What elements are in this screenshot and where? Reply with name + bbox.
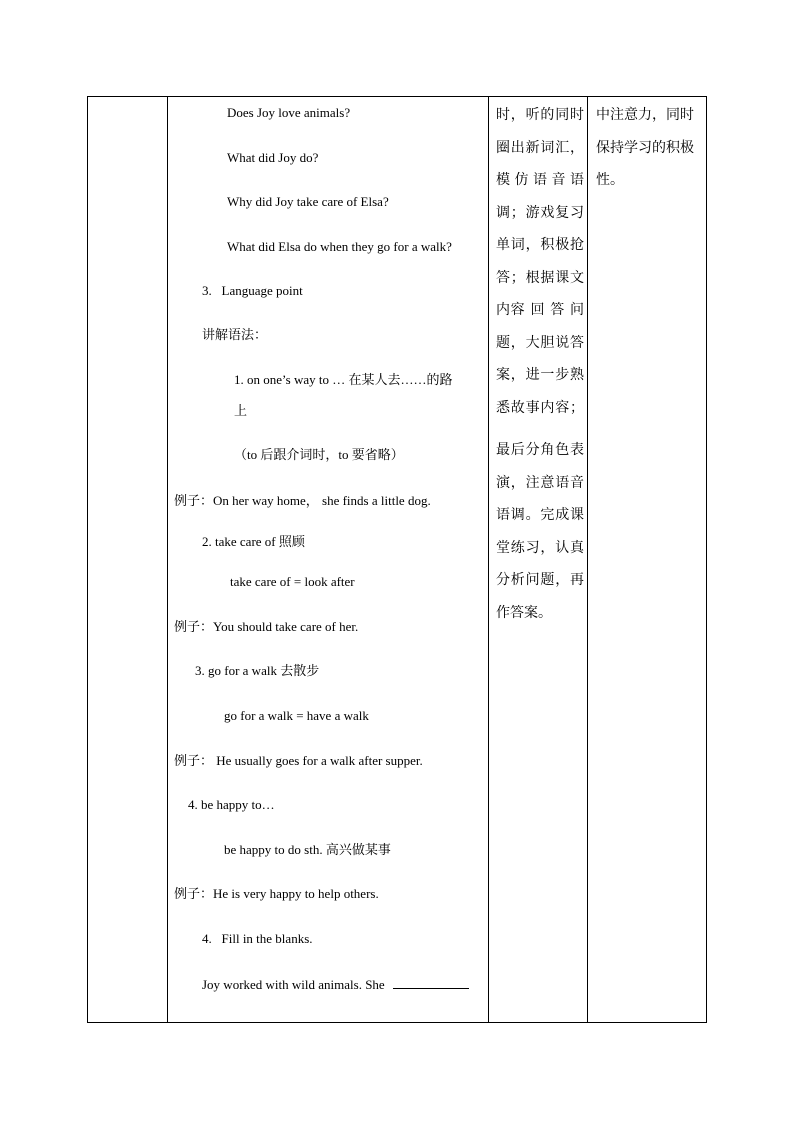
grammar-heading: 讲解语法：: [202, 328, 268, 343]
activity-line: 模 仿 语 音 语: [496, 172, 584, 188]
activity-line: 最后分角色表: [496, 442, 584, 458]
activity-line: 作答案。: [496, 604, 552, 621]
answer-blank: [393, 974, 469, 989]
language-point-4-equivalent: be happy to do sth. 高兴做某事: [224, 842, 391, 857]
question-3: Why did Joy take care of Elsa?: [227, 194, 389, 209]
language-point-2: 2. take care of 照顾: [202, 534, 305, 549]
language-point-4: 4. be happy to…: [188, 797, 275, 812]
column-divider: [587, 97, 588, 1022]
example-3: 例子： He usually goes for a walk after supper.: [174, 753, 423, 768]
activity-line: 时，听的同时: [496, 107, 584, 123]
question-4: What did Elsa do when they go for a walk?: [227, 239, 452, 254]
activity-line: 调；游戏复习: [496, 204, 584, 221]
activity-line: 分析问题，再: [496, 572, 584, 588]
activity-line: 演，注意语音: [496, 474, 584, 491]
question-2: What did Joy do?: [227, 150, 319, 165]
language-point-1-note: （to 后跟介词时，to 要省略）: [234, 447, 404, 462]
intent-line: 保持学习的积极: [596, 139, 694, 156]
question-1: Does Joy love animals?: [227, 105, 351, 120]
language-point-3: 3. go for a walk 去散步: [195, 663, 320, 678]
activity-line: 内容 回 答 问: [496, 302, 584, 318]
section-fill-in-blanks: 4. Fill in the blanks.: [202, 931, 313, 946]
activity-line: 单词，积极抢: [496, 237, 584, 253]
fill-in-text: Joy worked with wild animals. She: [202, 977, 385, 992]
design-intent-column: [596, 99, 704, 197]
student-activity-column: [496, 99, 584, 629]
example-1: 例子：On her way home， she finds a little dog.: [174, 493, 431, 508]
intent-line: 中注意力，同时: [596, 107, 694, 123]
activity-line: 堂练习，认真: [496, 539, 584, 556]
activity-line: 语调。完成课: [496, 507, 584, 523]
example-2: 例子：You should take care of her.: [174, 619, 359, 634]
column-divider: [167, 97, 168, 1022]
fill-in-sentence: [202, 974, 469, 994]
activity-line: 题，大胆说答: [496, 334, 584, 351]
language-point-1-continued: 上: [234, 404, 248, 419]
activity-line: 圈出新词汇，: [496, 139, 584, 156]
section-language-point: 3. Language point: [202, 283, 303, 298]
activity-line: 答；根据课文: [496, 269, 584, 286]
intent-line: 性。: [596, 172, 624, 188]
language-point-3-equivalent: go for a walk = have a walk: [224, 708, 369, 723]
activity-line: 悉故事内容；: [496, 399, 584, 416]
language-point-2-equivalent: take care of = look after: [230, 574, 355, 589]
lesson-plan-table: [87, 96, 707, 1023]
activity-line: 案，进一步熟: [496, 367, 584, 383]
example-4: 例子：He is very happy to help others.: [174, 886, 379, 901]
column-divider: [488, 97, 489, 1022]
language-point-1: 1. on one’s way to … 在某人去……的路: [234, 372, 453, 387]
